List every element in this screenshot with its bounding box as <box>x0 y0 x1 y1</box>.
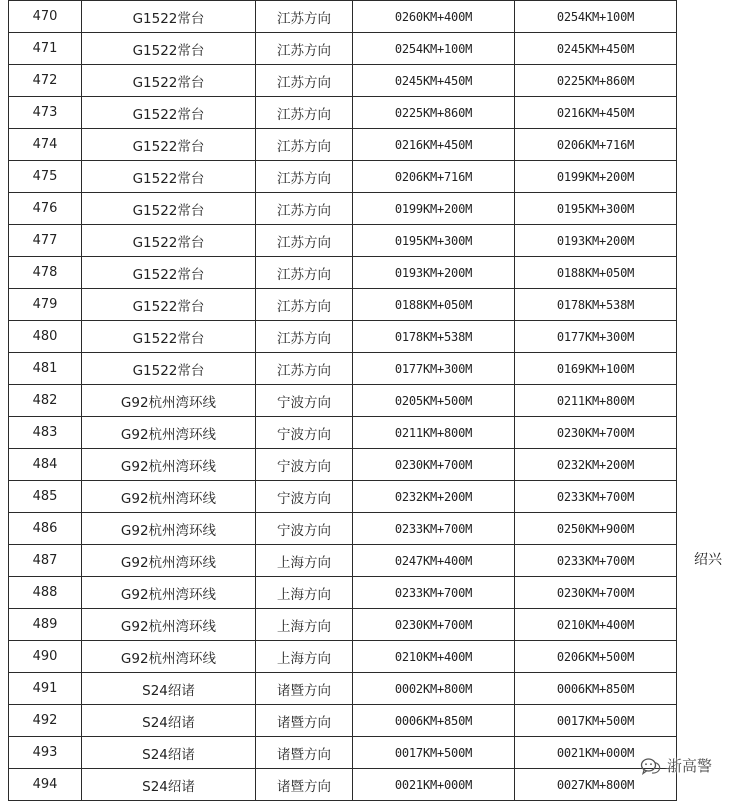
cell-end-stake: 0225KM+860M <box>515 65 677 97</box>
cell-start-stake: 0232KM+200M <box>353 481 515 513</box>
cell-number: 489 <box>9 609 82 641</box>
watermark <box>640 755 712 776</box>
table-row <box>9 225 677 257</box>
cell-end-stake: 0188KM+050M <box>515 257 677 289</box>
cell-number: 476 <box>9 193 82 225</box>
cell-end-stake: 0027KM+800M <box>515 769 677 801</box>
table-row <box>9 321 677 353</box>
cell-number: 474 <box>9 129 82 161</box>
cell-end-stake: 0232KM+200M <box>515 449 677 481</box>
cell-end-stake: 0230KM+700M <box>515 417 677 449</box>
cell-start-stake: 0206KM+716M <box>353 161 515 193</box>
table-row <box>9 289 677 321</box>
cell-start-stake: 0254KM+100M <box>353 33 515 65</box>
cell-start-stake: 0002KM+800M <box>353 673 515 705</box>
cell-number: 472 <box>9 65 82 97</box>
table-row <box>9 577 677 609</box>
table-row <box>9 161 677 193</box>
cell-number: 484 <box>9 449 82 481</box>
cell-end-stake: 0216KM+450M <box>515 97 677 129</box>
cell-direction: 上海方向 <box>256 545 353 577</box>
cell-start-stake: 0230KM+700M <box>353 449 515 481</box>
cell-number: 470 <box>9 1 82 33</box>
table-row <box>9 65 677 97</box>
cell-start-stake: 0211KM+800M <box>353 417 515 449</box>
cell-direction: 江苏方向 <box>256 257 353 289</box>
cell-number: 494 <box>9 769 82 801</box>
table-row <box>9 737 677 769</box>
table-row <box>9 97 677 129</box>
table-row <box>9 193 677 225</box>
cell-direction: 上海方向 <box>256 577 353 609</box>
cell-end-stake: 0193KM+200M <box>515 225 677 257</box>
cell-start-stake: 0233KM+700M <box>353 577 515 609</box>
table-row <box>9 641 677 673</box>
cell-road-name: G92杭州湾环线 <box>82 609 256 641</box>
table-row <box>9 769 677 801</box>
cell-direction: 江苏方向 <box>256 97 353 129</box>
cell-number: 478 <box>9 257 82 289</box>
cell-number: 481 <box>9 353 82 385</box>
cell-number: 473 <box>9 97 82 129</box>
cell-start-stake: 0195KM+300M <box>353 225 515 257</box>
cell-start-stake: 0188KM+050M <box>353 289 515 321</box>
cell-direction: 诸暨方向 <box>256 673 353 705</box>
table-row <box>9 513 677 545</box>
cell-number: 487 <box>9 545 82 577</box>
cell-number: 477 <box>9 225 82 257</box>
cell-road-name: G1522常台 <box>82 321 256 353</box>
city-label: 绍兴 <box>694 552 722 568</box>
cell-direction: 江苏方向 <box>256 33 353 65</box>
cell-road-name: G92杭州湾环线 <box>82 385 256 417</box>
table-row <box>9 257 677 289</box>
table-row <box>9 417 677 449</box>
cell-road-name: G1522常台 <box>82 225 256 257</box>
cell-road-name: G1522常台 <box>82 161 256 193</box>
wechat-official-account-icon <box>640 757 662 775</box>
cell-end-stake: 0250KM+900M <box>515 513 677 545</box>
table-row <box>9 1 677 33</box>
cell-number: 479 <box>9 289 82 321</box>
cell-start-stake: 0225KM+860M <box>353 97 515 129</box>
cell-start-stake: 0205KM+500M <box>353 385 515 417</box>
cell-start-stake: 0178KM+538M <box>353 321 515 353</box>
cell-direction: 江苏方向 <box>256 1 353 33</box>
cell-end-stake: 0006KM+850M <box>515 673 677 705</box>
cell-end-stake: 0210KM+400M <box>515 609 677 641</box>
cell-road-name: G1522常台 <box>82 129 256 161</box>
cell-end-stake: 0254KM+100M <box>515 1 677 33</box>
table-row <box>9 545 677 577</box>
cell-road-name: G92杭州湾环线 <box>82 545 256 577</box>
table-row <box>9 385 677 417</box>
cell-road-name: G1522常台 <box>82 65 256 97</box>
cell-road-name: G92杭州湾环线 <box>82 513 256 545</box>
cell-direction: 江苏方向 <box>256 289 353 321</box>
cell-start-stake: 0177KM+300M <box>353 353 515 385</box>
cell-end-stake: 0017KM+500M <box>515 705 677 737</box>
cell-number: 488 <box>9 577 82 609</box>
table-row <box>9 449 677 481</box>
cell-direction: 宁波方向 <box>256 385 353 417</box>
cell-start-stake: 0210KM+400M <box>353 641 515 673</box>
cell-number: 471 <box>9 33 82 65</box>
cell-direction: 上海方向 <box>256 641 353 673</box>
cell-direction: 诸暨方向 <box>256 769 353 801</box>
cell-direction: 江苏方向 <box>256 129 353 161</box>
cell-number: 482 <box>9 385 82 417</box>
table-row <box>9 129 677 161</box>
cell-direction: 宁波方向 <box>256 449 353 481</box>
table-row <box>9 705 677 737</box>
table-row <box>9 673 677 705</box>
cell-road-name: G1522常台 <box>82 289 256 321</box>
cell-end-stake: 0211KM+800M <box>515 385 677 417</box>
cell-number: 485 <box>9 481 82 513</box>
cell-end-stake: 0169KM+100M <box>515 353 677 385</box>
cell-road-name: G92杭州湾环线 <box>82 577 256 609</box>
cell-road-name: S24绍诸 <box>82 737 256 769</box>
table-body <box>9 1 677 801</box>
cell-start-stake: 0017KM+500M <box>353 737 515 769</box>
cell-end-stake: 0233KM+700M <box>515 481 677 513</box>
cell-road-name: G92杭州湾环线 <box>82 641 256 673</box>
cell-direction: 诸暨方向 <box>256 737 353 769</box>
cell-road-name: G1522常台 <box>82 193 256 225</box>
cell-end-stake: 0230KM+700M <box>515 577 677 609</box>
cell-road-name: S24绍诸 <box>82 705 256 737</box>
table-row <box>9 609 677 641</box>
cell-start-stake: 0245KM+450M <box>353 65 515 97</box>
road-section-table <box>8 0 677 801</box>
cell-start-stake: 0233KM+700M <box>353 513 515 545</box>
cell-end-stake: 0199KM+200M <box>515 161 677 193</box>
cell-number: 483 <box>9 417 82 449</box>
cell-direction: 宁波方向 <box>256 417 353 449</box>
table-row <box>9 353 677 385</box>
cell-direction: 江苏方向 <box>256 65 353 97</box>
cell-road-name: G1522常台 <box>82 1 256 33</box>
cell-end-stake: 0206KM+500M <box>515 641 677 673</box>
cell-end-stake: 0233KM+700M <box>515 545 677 577</box>
cell-end-stake: 0021KM+000M <box>515 737 677 769</box>
cell-number: 475 <box>9 161 82 193</box>
cell-end-stake: 0245KM+450M <box>515 33 677 65</box>
cell-start-stake: 0260KM+400M <box>353 1 515 33</box>
cell-road-name: G1522常台 <box>82 33 256 65</box>
cell-start-stake: 0199KM+200M <box>353 193 515 225</box>
table-row <box>9 33 677 65</box>
cell-number: 490 <box>9 641 82 673</box>
watermark-text: 浙高警 <box>667 757 713 775</box>
cell-end-stake: 0195KM+300M <box>515 193 677 225</box>
cell-end-stake: 0178KM+538M <box>515 289 677 321</box>
cell-direction: 宁波方向 <box>256 481 353 513</box>
cell-road-name: G92杭州湾环线 <box>82 417 256 449</box>
cell-end-stake: 0177KM+300M <box>515 321 677 353</box>
cell-direction: 诸暨方向 <box>256 705 353 737</box>
cell-road-name: G92杭州湾环线 <box>82 481 256 513</box>
cell-road-name: S24绍诸 <box>82 673 256 705</box>
cell-direction: 宁波方向 <box>256 513 353 545</box>
cell-start-stake: 0006KM+850M <box>353 705 515 737</box>
cell-end-stake: 0206KM+716M <box>515 129 677 161</box>
cell-road-name: G1522常台 <box>82 353 256 385</box>
cell-road-name: G1522常台 <box>82 97 256 129</box>
cell-direction: 江苏方向 <box>256 321 353 353</box>
cell-start-stake: 0230KM+700M <box>353 609 515 641</box>
cell-start-stake: 0021KM+000M <box>353 769 515 801</box>
cell-number: 493 <box>9 737 82 769</box>
cell-road-name: S24绍诸 <box>82 769 256 801</box>
cell-direction: 江苏方向 <box>256 161 353 193</box>
cell-number: 492 <box>9 705 82 737</box>
cell-road-name: G92杭州湾环线 <box>82 449 256 481</box>
table-row <box>9 481 677 513</box>
cell-direction: 江苏方向 <box>256 225 353 257</box>
cell-start-stake: 0193KM+200M <box>353 257 515 289</box>
cell-start-stake: 0247KM+400M <box>353 545 515 577</box>
cell-direction: 上海方向 <box>256 609 353 641</box>
cell-number: 480 <box>9 321 82 353</box>
cell-road-name: G1522常台 <box>82 257 256 289</box>
cell-start-stake: 0216KM+450M <box>353 129 515 161</box>
cell-number: 491 <box>9 673 82 705</box>
cell-direction: 江苏方向 <box>256 193 353 225</box>
cell-direction: 江苏方向 <box>256 353 353 385</box>
cell-number: 486 <box>9 513 82 545</box>
